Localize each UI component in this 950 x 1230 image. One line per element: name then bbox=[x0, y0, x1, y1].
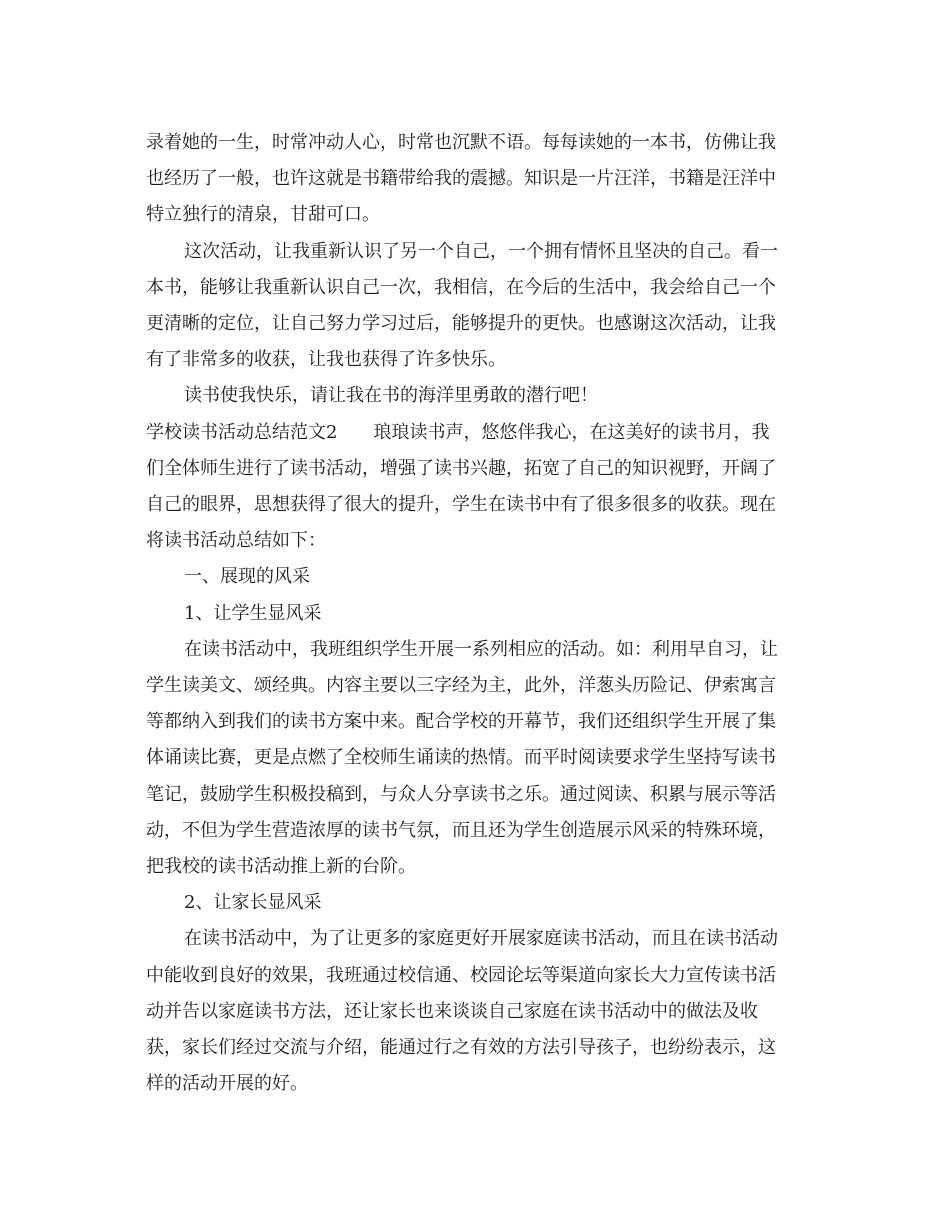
text-line: 更清晰的定位，让自己努力学习过后，能够提升的更快。也感谢这次活动，让我 bbox=[146, 313, 776, 335]
text-line: 样的活动开展的好。 bbox=[146, 1073, 308, 1095]
paragraph-activity-reflection bbox=[146, 234, 806, 379]
text-line: 在读书活动中，为了让更多的家庭更好开展家庭读书活动，而且在读书活动 bbox=[184, 928, 778, 950]
paragraph-book-reflection bbox=[146, 125, 806, 234]
text-line: 等都纳入到我们的读书方案中来。配合学校的开幕节，我们还组织学生开展了集 bbox=[146, 711, 776, 733]
text-line: 将读书活动总结如下： bbox=[146, 530, 326, 552]
text-line: 学校读书活动总结范文2 琅琅读书声，悠悠伴我心，在这美好的读书月，我 bbox=[146, 421, 770, 443]
text-line: 这次活动，让我重新认识了另一个自己，一个拥有情怀且坚决的自己。看一 bbox=[184, 240, 778, 262]
text-line: 动并告以家庭读书方法，还让家长也来谈谈自己家庭在读书活动中的做法及收 bbox=[146, 1000, 758, 1022]
text-line: 一、展现的风采 bbox=[184, 566, 310, 588]
paragraph-summary-title-intro bbox=[146, 415, 806, 560]
text-line: 2、让家长显风采 bbox=[184, 892, 322, 914]
text-line: 们全体师生进行了读书活动，增强了读书兴趣，拓宽了自己的知识视野，开阔了 bbox=[146, 457, 776, 479]
subsection-heading-students bbox=[146, 596, 806, 632]
text-line: 录着她的一生，时常冲动人心，时常也沉默不语。每每读她的一本书，仿佛让我 bbox=[146, 132, 776, 153]
document-body bbox=[146, 125, 806, 1102]
text-line: 学生读美文、颂经典。内容主要以三字经为主，此外，洋葱头历险记、伊索寓言 bbox=[146, 675, 776, 697]
text-line: 自己的眼界，思想获得了很大的提升，学生在读书中有了很多很多的收获。现在 bbox=[146, 494, 776, 516]
paragraph-student-activities bbox=[146, 632, 806, 885]
text-line: 笔记，鼓励学生积极投稿到，与众人分享读书之乐。通过阅读、积累与展示等活 bbox=[146, 783, 776, 805]
paragraph-closing-line bbox=[146, 378, 806, 414]
text-line: 本书，能够让我重新认识自己一次，我相信，在今后的生活中，我会给自己一个 bbox=[146, 276, 776, 298]
text-line: 体诵读比赛，更是点燃了全校师生诵读的热情。而平时阅读要求学生坚持写读书 bbox=[146, 747, 776, 769]
text-line: 特立独行的清泉，甘甜可口。 bbox=[146, 204, 380, 226]
text-line: 把我校的读书活动推上新的台阶。 bbox=[146, 856, 416, 878]
text-line: 在读书活动中，我班组织学生开展一系列相应的活动。如：利用早自习，让 bbox=[184, 638, 778, 660]
text-line: 有了非常多的收获，让我也获得了许多快乐。 bbox=[146, 349, 506, 371]
subsection-heading-parents bbox=[146, 885, 806, 921]
text-line: 中能收到良好的效果，我班通过校信通、校园论坛等渠道向家长大力宣传读书活 bbox=[146, 964, 776, 986]
section-heading-showcase bbox=[146, 559, 806, 595]
paragraph-parent-activities bbox=[146, 921, 806, 1102]
text-line: 获，家长们经过交流与介绍，能通过行之有效的方法引导孩子，也纷纷表示，这 bbox=[146, 1037, 776, 1059]
text-line: 读书使我快乐，请让我在书的海洋里勇敢的潜行吧！ bbox=[184, 385, 598, 407]
text-line: 1、让学生显风采 bbox=[184, 602, 322, 624]
text-line: 也经历了一般，也许这就是书籍带给我的震撼。知识是一片汪洋，书籍是汪洋中 bbox=[146, 168, 776, 190]
text-line: 动，不但为学生营造浓厚的读书气氛，而且还为学生创造展示风采的特殊环境， bbox=[146, 819, 776, 841]
